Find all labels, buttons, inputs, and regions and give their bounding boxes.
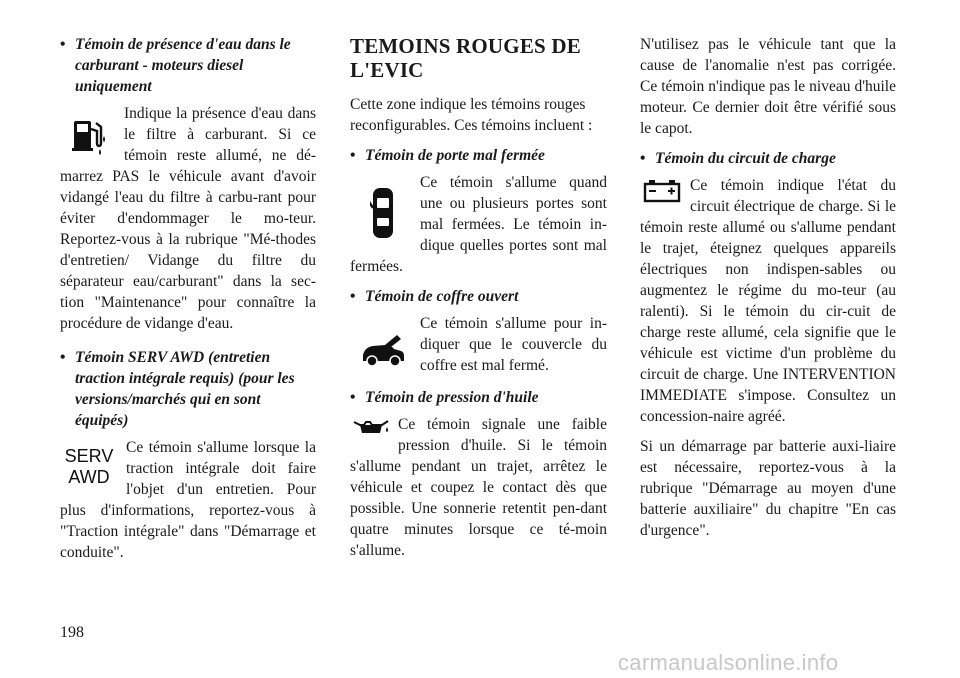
oil-pressure-icon xyxy=(350,416,392,438)
serv-awd-title: • Témoin SERV AWD (entretien traction intégrale requis) (pour les versions/marchés qui en sont équipés) xyxy=(60,347,316,431)
section-heading: TEMOINS ROUGES DE L'EVIC xyxy=(350,34,581,82)
trunk-open-icon xyxy=(354,319,412,381)
water-in-fuel-text: Indique la présence d'eau dans le filtre à carburant. Si ce témoin reste allumé, ne dé-marrez PAS le véhicule avant d'avoir vidangé l'eau du filtre à carbu-rant pour éviter d'endommager le mo-teur. Reportez-vous à la rubrique "Mé-thodes d'entretien/ Vidange du filtre du séparateur eau/carburant" dans la sec-tion "Maintenance" pour connaître la procédure de vidange d'eau. xyxy=(60,105,316,332)
door-ajar-title: • Témoin de porte mal fermée xyxy=(350,145,607,166)
water-in-fuel-title: • Témoin de présence d'eau dans le carburant - moteurs diesel uniquement xyxy=(60,34,316,97)
awd-icon-text: AWD xyxy=(68,467,110,487)
serv-icon-text: SERV xyxy=(64,446,114,466)
trunk-open-text: Ce témoin s'allume pour in-diquer que le couvercle du coffre est mal fermé. xyxy=(420,315,607,374)
charging-system-title: • Témoin du circuit de charge xyxy=(640,148,896,169)
jump-start-text: Si un démarrage par batterie auxi-liaire est nécessaire, reportez-vous à la rubrique "Démarrage au moyen d'une batterie auxiliaire" du chapitre "En cas d'urgence". xyxy=(640,438,896,539)
page-number: 198 xyxy=(60,624,84,641)
serv-awd-text: Ce témoin s'allume lorsque la traction intégrale doit faire l'objet d'un entretien. Pour plus d'informations, reportez-vous à "Traction intégrale" dans "Démarrage et conduite". xyxy=(60,439,316,561)
watermark: carmanualsonline.info xyxy=(618,650,839,675)
column-1 xyxy=(60,34,316,572)
oil-pressure-continued: N'utilisez pas le véhicule tant que la cause de l'anomalie n'est pas corrigée. Ce témoin n'indique pas le niveau d'huile moteur. Ce dernier doit être vérifié sous le capot. xyxy=(640,36,896,137)
door-ajar-icon xyxy=(354,178,412,248)
battery-icon xyxy=(640,177,684,205)
door-ajar-text: Ce témoin s'allume quand une ou plusieurs portes sont mal fermées. Le témoin in-dique quelles portes sont mal fermées. xyxy=(350,174,607,275)
charging-system-text: Ce témoin indique l'état du circuit électrique de charge. Si le témoin reste allumé ou s'allume pendant le trajet, éteignez quelques appareils électriques non indispen-sables ou augmentez le régime du mo-teur (au ralenti). Si le témoin du cir-cuit de charge reste allumé, cela signifie que le véhicule est victime d'un problème du circuit de charge. Une INTERVENTION IMMEDIATE s'impose. Consultez un concession-naire agréé. xyxy=(640,177,896,425)
serv-awd-icon xyxy=(60,443,118,491)
column-3 xyxy=(640,34,896,550)
oil-pressure-title: • Témoin de pression d'huile xyxy=(350,387,607,408)
intro-text: Cette zone indique les témoins rouges reconfigurables. Ces témoins incluent : xyxy=(350,96,593,134)
oil-pressure-text: Ce témoin signale une faible pression d'huile. Si le témoin s'allume pendant un trajet, arrêtez le véhicule et coupez le contact dès que possible. Une sonnerie retentit pen-dant quatre minutes lorsque ce té-moin s'allume. xyxy=(350,416,607,559)
trunk-open-title: • Témoin de coffre ouvert xyxy=(350,286,607,307)
water-in-fuel-icon xyxy=(60,105,118,165)
column-2 xyxy=(350,34,607,570)
